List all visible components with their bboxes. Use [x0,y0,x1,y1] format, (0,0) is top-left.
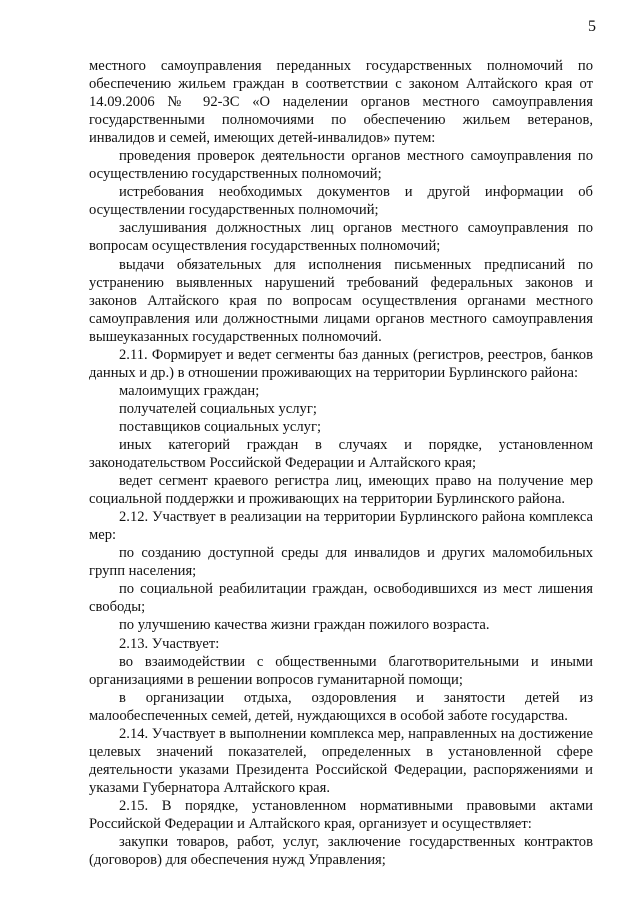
document-body [89,57,593,869]
list-item-accessible-environment: по созданию доступной среды для инвалидов и других маломобильных групп населения; [89,545,593,580]
list-item-low-income: малоимущих граждан; [119,382,260,399]
page-number: 5 [588,18,596,35]
list-item-document-requests: истребования необходимых документов и другой информации об осуществлении государственных полномочий; [89,184,593,219]
list-item-service-recipients: получателей социальных услуг; [119,400,317,417]
section-2-12: 2.12. Участвует в реализации на территории Бурлинского района комплекса мер: [89,509,593,544]
list-item-orders: выдачи обязательных для исполнения письменных предписаний по устранению выявленных нарушений требований федеральных законов и законов Алтайского края по вопросам осуществления органами местного самоуправления или должностными лицами органов местного самоуправления вышеуказанных государственных полномочий. [89,256,593,345]
list-item-humanitarian-aid: во взаимодействии с общественными благотворительными и иными организациями в решении вопросов гуманитарной помощи; [89,653,593,688]
list-item-rehabilitation: по социальной реабилитации граждан, освободившихся из мест лишения свободы; [89,581,593,616]
list-item-regional-register: ведет сегмент краевого регистра лиц, имеющих право на получение мер социальной поддержки и проживающих на территории Бурлинского района. [89,473,593,508]
list-item-procurement: закупки товаров, работ, услуг, заключение государственных контрактов (договоров) для обеспечения нужд Управления; [89,834,593,869]
section-2-13: 2.13. Участвует: [119,635,220,652]
paragraph-continuation: местного самоуправления переданных государственных полномочий по обеспечению жильем граждан в соответствии с законом Алтайского края от 14.09.2006 № 92-ЗС «О наделении органов местного самоуправления государственными полномочиями по обеспечению жильем ветеранов, инвалидов и семей, имеющих детей-инвалидов» путем: [89,58,593,147]
list-item-inspections: проведения проверок деятельности органов местного самоуправления по осуществлению государственных полномочий; [89,148,593,183]
section-2-15: 2.15. В порядке, установленном нормативными правовыми актами Российской Федерации и Алтайского края, организует и осуществляет: [89,797,593,832]
list-item-service-providers: поставщиков социальных услуг; [119,418,321,435]
list-item-other-categories: иных категорий граждан в случаях и порядке, установленном законодательством Российской Федерации и Алтайского края; [89,436,593,472]
list-item-children-recreation: в организации отдыха, оздоровления и занятости детей из малообеспеченных семей, детей, нуждающихся в особой заботе государства. [89,689,593,724]
list-item-elderly: по улучшению качества жизни граждан пожилого возраста. [119,617,490,634]
section-2-11: 2.11. Формирует и ведет сегменты баз данных (регистров, реестров, банков данных и др.) в отношении проживающих на территории Бурлинского района: [89,346,593,381]
section-2-14: 2.14. Участвует в выполнении комплекса мер, направленных на достижение целевых значений показателей, определенных в установленной сфере деятельности указами Президента Российской Федерации, распоряжениями и указами Губернатора Алтайского края. [89,725,593,796]
list-item-hearings: заслушивания должностных лиц органов местного самоуправления по вопросам осуществления государственных полномочий; [89,220,593,255]
